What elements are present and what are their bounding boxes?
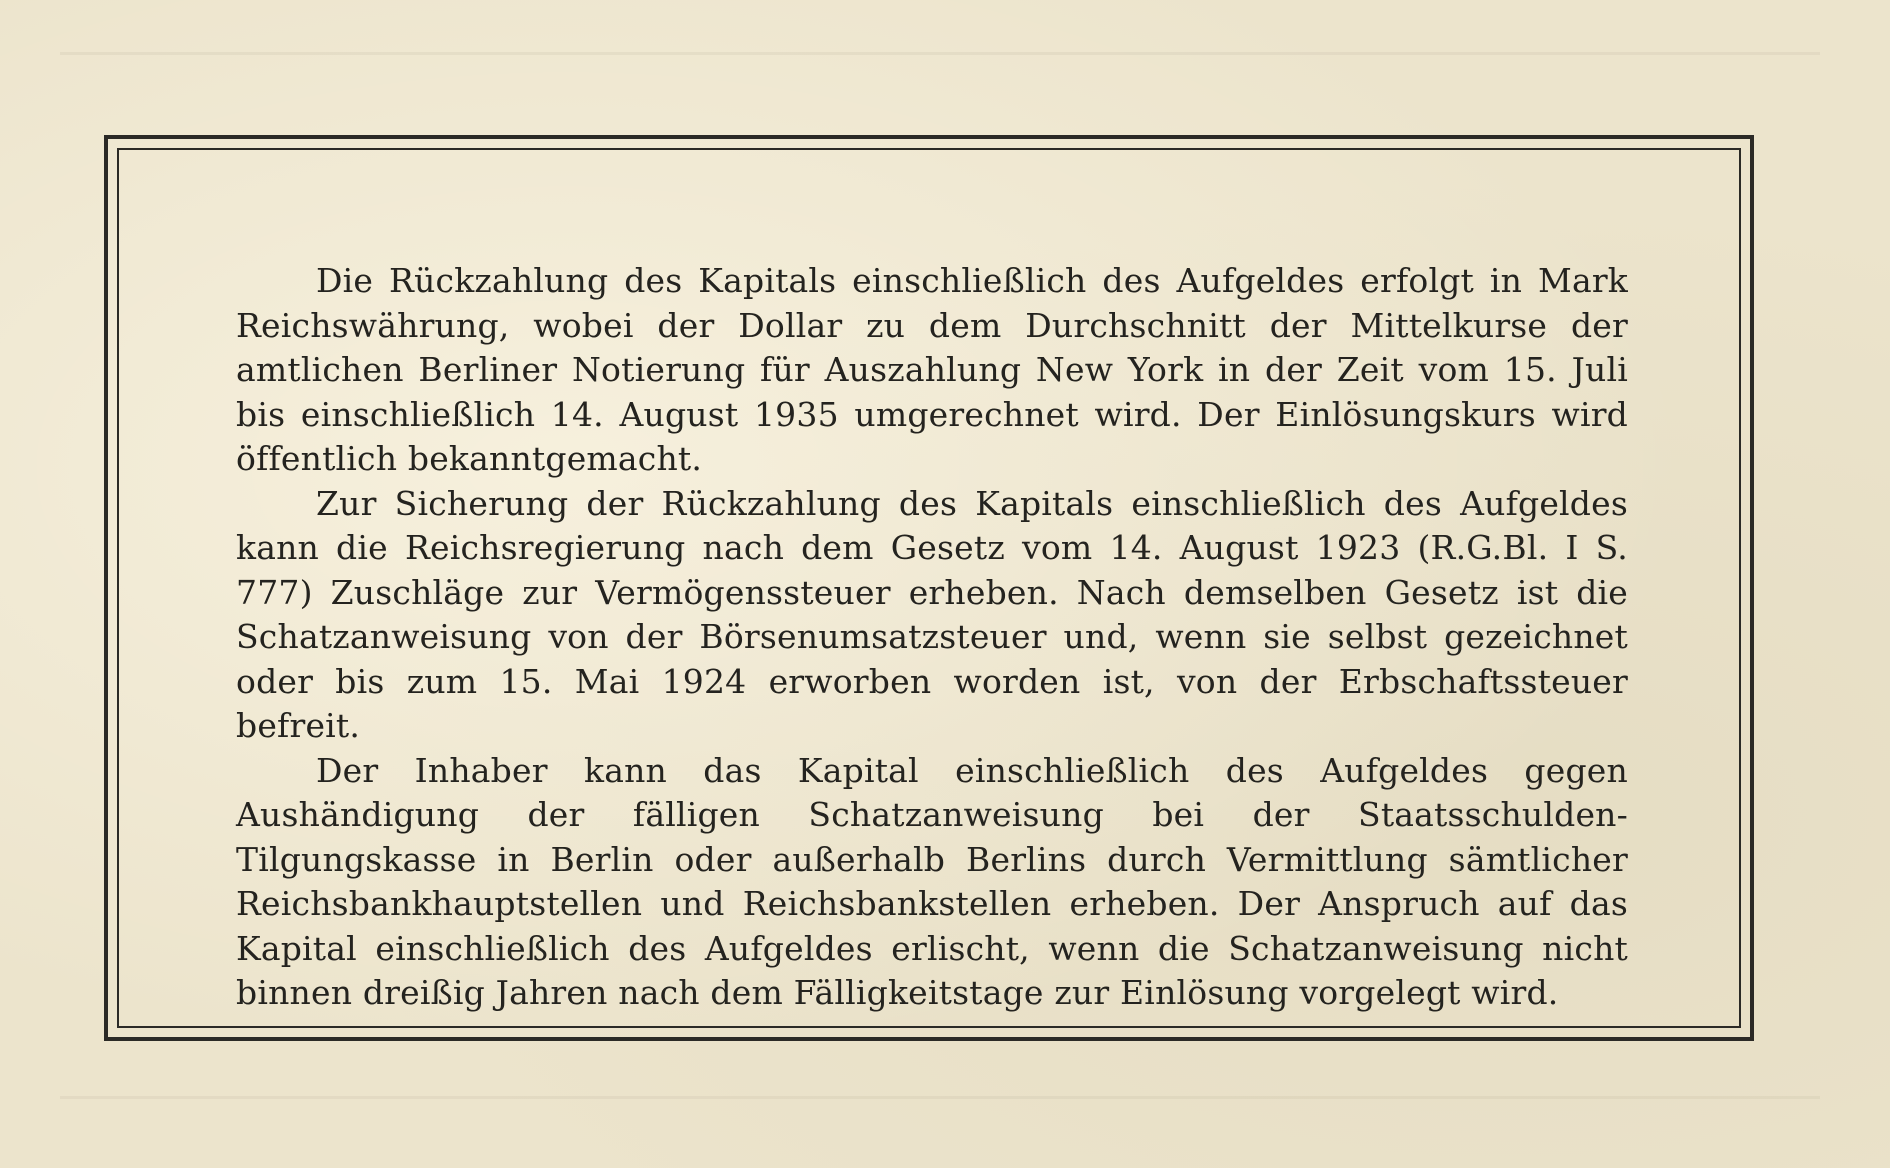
- show-through-line: [60, 52, 1820, 55]
- show-through-line: [60, 1096, 1820, 1099]
- paragraph-security: Zur Sicherung der Rückzahlung des Kapitals einschließlich des Aufgeldes kann die Reichsregierung nach dem Gesetz vom 14. August 1923 (R.G.Bl. I S. 777) Zuschläge zur Vermögenssteuer erheben. Nach demselben Gesetz ist die Schatzanweisung von der Börsenumsatzsteuer und, wenn sie selbst gezeichnet oder bis zum 15. Mai 1924 erworben worden ist, von der Erbschaftssteuer befreit.: [236, 483, 1628, 745]
- paragraph-repayment: Die Rückzahlung des Kapitals einschließlich des Aufgeldes erfolgt in Mark Reichswährung, wobei der Dollar zu dem Durchschnitt der Mittelkurse der amtlichen Berliner Notierung für Auszahlung New York in der Zeit vom 15. Juli bis einschließlich 14. August 1935 umgerechnet wird. Der Einlösungskurs wird öffentlich bekanntgemacht.: [236, 261, 1628, 478]
- paragraph-redemption: Der Inhaber kann das Kapital einschließlich des Aufgeldes gegen Aushändigung der fälligen Schatzanweisung bei der Staatsschulden-Tilgungskasse in Berlin oder außerhalb Berlins durch Vermittlung sämtlicher Reichsbankhauptstellen und Reichsbankstellen erheben. Der Anspruch auf das Kapital einschließlich des Aufgeldes erlischt, wenn die Schatzanweisung nicht binnen dreißig Jahren nach dem Fälligkeitstage zur Einlösung vorgelegt wird.: [236, 750, 1628, 1012]
- redemption-terms-text: [236, 259, 1628, 1016]
